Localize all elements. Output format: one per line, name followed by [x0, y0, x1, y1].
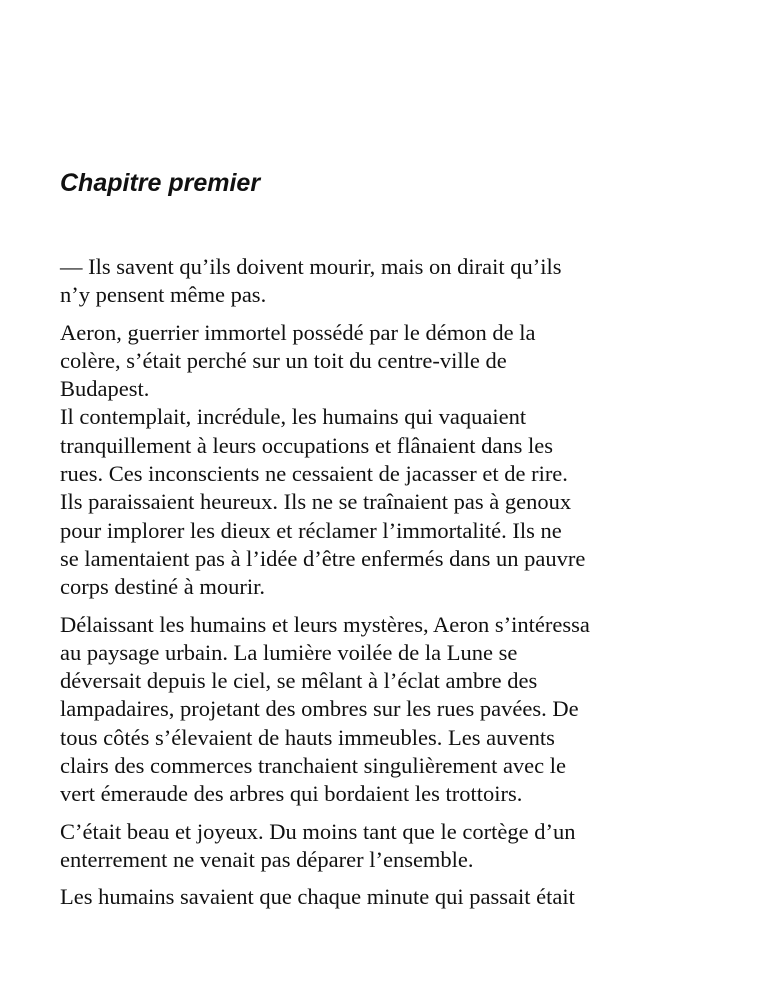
text-line: C’était beau et joyeux. Du moins tant que le cortège d’un: [60, 818, 576, 844]
text-line: se lamentaient pas à l’idée d’être enfermés dans un pauvre: [60, 545, 586, 571]
text-line: n’y pensent même pas.: [60, 282, 267, 308]
text-line: tous côtés s’élevaient de hauts immeubles. Les auvents: [60, 724, 555, 750]
text-line: Ils paraissaient heureux. Ils ne se traînaient pas à genoux: [60, 489, 572, 515]
text-line: déversait depuis le ciel, se mêlant à l’éclat ambre des: [60, 668, 538, 694]
text-line: Délaissant les humains et leurs mystères, Aeron s’intéressa: [60, 611, 590, 637]
text-line: Les humains savaient que chaque minute qui passait était: [60, 884, 575, 910]
text-line: Aeron, guerrier immortel possédé par le démon de la: [60, 319, 536, 345]
text-line: au paysage urbain. La lumière voilée de la Lune se: [60, 639, 518, 665]
text-line: tranquillement à leurs occupations et flânaient dans les: [60, 432, 553, 458]
text-line: Il contemplait, incrédule, les humains qui vaquaient: [60, 404, 527, 430]
paragraph-dialogue: [60, 253, 740, 310]
text-line: pour implorer les dieux et réclamer l’immortalité. Ils ne: [60, 517, 562, 543]
text-line: — Ils savent qu’ils doivent mourir, mais on dirait qu’ils: [60, 254, 562, 279]
text-line: corps destiné à mourir.: [60, 574, 265, 600]
chapter-title: Chapitre premier: [60, 169, 261, 197]
text-line: lampadaires, projetant des ombres sur les rues pavées. De: [60, 696, 579, 722]
paragraph-aeron-rooftop: [60, 319, 740, 602]
text-line: vert émeraude des arbres qui bordaient les trottoirs.: [60, 781, 523, 807]
paragraph-minutes: [60, 883, 740, 911]
text-line: clairs des commerces tranchaient singulièrement avec le: [60, 753, 567, 779]
text-line: Budapest.: [60, 376, 150, 402]
chapter-body: [60, 253, 740, 921]
text-line: rues. Ces inconscients ne cessaient de jacasser et de rire.: [60, 461, 568, 487]
paragraph-urban-landscape: [60, 611, 740, 809]
paragraph-funeral: [60, 818, 740, 875]
text-line: colère, s’était perché sur un toit du centre-ville de: [60, 347, 507, 373]
text-line: enterrement ne venait pas déparer l’ensemble.: [60, 846, 474, 872]
